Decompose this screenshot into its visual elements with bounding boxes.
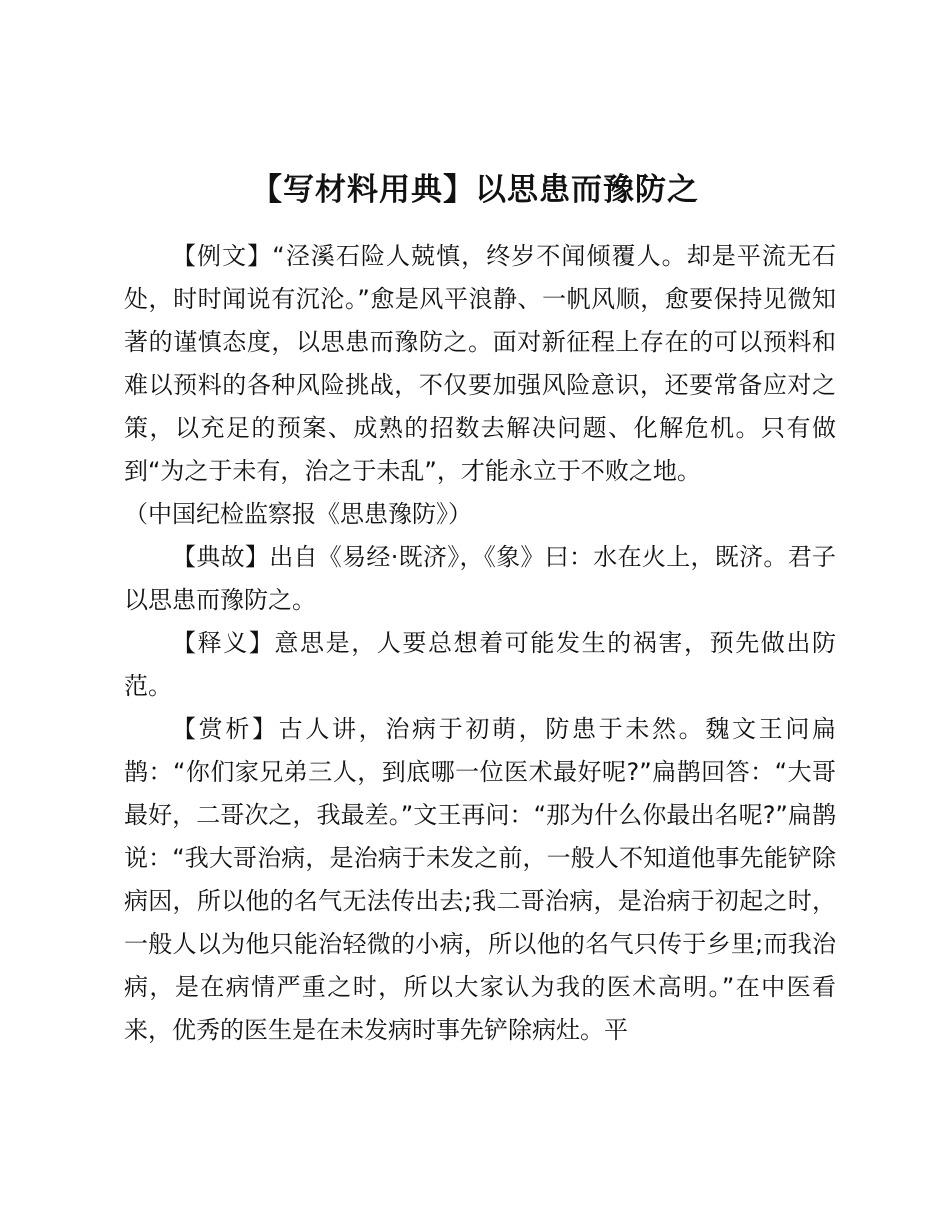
paragraph-allusion — [124, 536, 836, 622]
paragraph-meaning — [124, 622, 836, 708]
paragraph-source — [124, 493, 836, 536]
paragraph-appreciation — [124, 708, 836, 1052]
paragraph-text: 意思是，人要总想着可能发生的祸害，预先做出防范。 — [124, 629, 837, 700]
paragraph-label: 【典故】 — [172, 543, 270, 571]
document-title: 【写材料用典】以思患而豫防之 — [251, 172, 699, 208]
paragraph-text: （中国纪检监察报《思患豫防》） — [124, 500, 472, 528]
paragraph-label: 【释义】 — [172, 629, 275, 657]
paragraph-label: 【例文】 — [172, 242, 273, 270]
document-body — [124, 235, 836, 1052]
paragraph-text: 古人讲，治病于初萌，防患于未然。魏文王问扁鹊：“你们家兄弟三人，到底哪一位医术最好呢?”扁鹊回答：“大哥最好，二哥次之，我最差。”文王再问：“那为什么你最出名呢?”扁鹊说：“我大哥治病，是治病于未发之前，一般人不知道他事先能铲除病因，所以他的名气无法传出去;我二哥治病，是治病于初起之时，一般人以为他只能治轻微的小病，所以他的名气只传于乡里;而我治病，是在病情严重之时，所以大家认为我的医术高明。”在中医看来，优秀的医生是在未发病时事先铲除病灶。平 — [124, 715, 837, 1044]
paragraph-text: 出自《易经·既济》，《象》曰：水在火上，既济。君子以思患而豫防之。 — [124, 543, 836, 614]
paragraph-label: 【赏析】 — [172, 715, 279, 743]
paragraph-text: “泾溪石险人兢慎，终岁不闻倾覆人。却是平流无石处，时时闻说有沉沦。”愈是风平浪静、一帆风顺，愈要保持见微知著的谨慎态度，以思患而豫防之。面对新征程上存在的可以预料和难以预料的各种风险挑战，不仅要加强风险意识，还要常备应对之策，以充足的预案、成熟的招数去解决问题、化解危机。只有做到“为之于未有，治之于未乱”，才能永立于不败之地。 — [124, 242, 837, 485]
paragraph-example — [124, 235, 836, 493]
